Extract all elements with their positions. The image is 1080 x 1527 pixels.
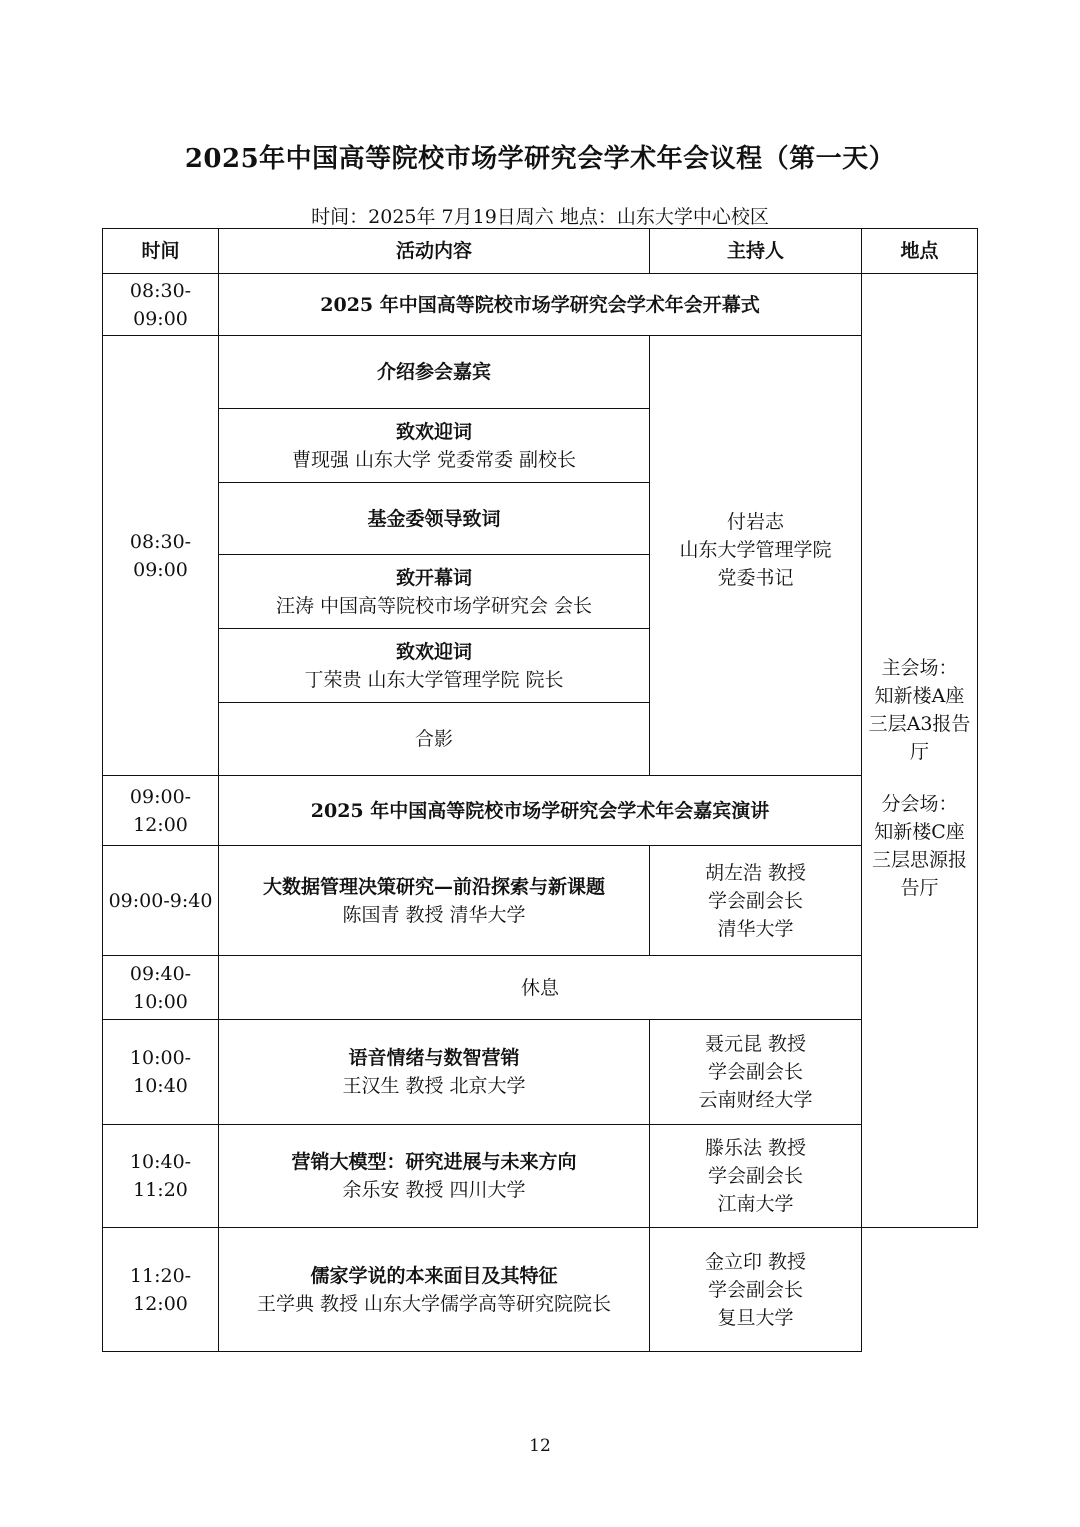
header-content: 活动内容	[219, 229, 650, 274]
host-cell	[650, 1228, 862, 1352]
venue-main-line: 三层A3报告	[868, 713, 971, 735]
host-line: 付岩志	[726, 510, 784, 533]
header-host: 主持人	[650, 229, 862, 274]
activity-cell	[219, 1125, 650, 1228]
table-row	[103, 274, 978, 336]
talk-title: 语音情绪与数智营销	[348, 1047, 520, 1069]
venue-branch-line: 三层思源报	[871, 849, 967, 871]
activity-title: 介绍参会嘉宾	[376, 361, 491, 383]
page-title: 2025年中国高等院校市场学研究会学术年会议程（第一天）	[184, 144, 896, 174]
time-cell: 10:00-10:40	[103, 1020, 219, 1125]
activity-cell	[219, 776, 862, 846]
activity-cell	[219, 703, 650, 776]
host-line: 学会副会长	[707, 889, 803, 912]
time-cell: 11:20-12:00	[103, 1228, 219, 1352]
activity-cell	[219, 336, 650, 409]
table-row	[103, 1228, 978, 1352]
venue-main-line: 知新楼A座	[874, 685, 965, 707]
activity-cell	[219, 555, 650, 629]
activity-cell	[219, 1228, 650, 1352]
host-line: 山东大学管理学院	[679, 538, 832, 561]
talk-title: 大数据管理决策研究—前沿探索与新课题	[262, 875, 605, 898]
time-cell: 09:00-12:00	[103, 776, 219, 846]
venue-branch-line: 知新楼C座	[874, 821, 965, 843]
break-label: 休息	[520, 976, 559, 999]
activity-detail: 曹现强 山东大学 党委常委 副校长	[291, 448, 577, 471]
activity-detail: 合影	[414, 728, 453, 750]
activity-cell	[219, 846, 650, 956]
table-row	[103, 846, 978, 956]
activity-detail: 丁荣贵 山东大学管理学院 院长	[304, 668, 564, 691]
time-cell: 08:30-09:00	[103, 336, 219, 776]
time-cell: 09:00-9:40	[103, 846, 219, 956]
host-line: 胡左浩 教授	[704, 861, 807, 884]
host-line: 江南大学	[717, 1193, 794, 1215]
host-line: 聂元昆 教授	[704, 1033, 807, 1055]
host-line: 学会副会长	[707, 1165, 803, 1187]
talk-title: 儒家学说的本来面目及其特征	[310, 1264, 558, 1287]
talk-speaker: 余乐安 教授 四川大学	[342, 1179, 526, 1201]
activity-cell	[219, 956, 862, 1020]
host-line: 党委书记	[717, 566, 794, 589]
host-line: 金立印 教授	[704, 1250, 807, 1273]
time-cell: 09:40-10:00	[103, 956, 219, 1020]
host-line: 云南财经大学	[698, 1089, 813, 1111]
host-cell	[650, 336, 862, 776]
talk-speaker: 王学典 教授 山东大学儒学高等研究院院长	[256, 1292, 612, 1315]
activity-cell	[219, 274, 862, 336]
table-header-row	[103, 229, 978, 274]
venue-main-line: 厅	[909, 741, 929, 763]
header-time: 时间	[103, 229, 219, 274]
venue-branch-label: 分会场：	[881, 793, 958, 815]
activity-title: 2025 年中国高等院校市场学研究会学术年会嘉宾演讲	[310, 799, 770, 822]
table-row	[103, 1020, 978, 1125]
activity-cell	[219, 483, 650, 555]
activity-title: 致欢迎词	[395, 420, 472, 443]
header-venue: 地点	[862, 229, 978, 274]
time-cell: 08:30-09:00	[103, 274, 219, 336]
agenda-meta: 时间：2025年 7月19日周六 地点：山东大学中心校区	[311, 206, 769, 228]
host-cell	[650, 1020, 862, 1125]
host-line: 复旦大学	[717, 1306, 794, 1329]
host-line: 滕乐法 教授	[704, 1137, 807, 1159]
table-row	[103, 776, 978, 846]
time-cell: 10:40-11:20	[103, 1125, 219, 1228]
venue-cell	[862, 274, 978, 1228]
talk-speaker: 王汉生 教授 北京大学	[342, 1075, 526, 1097]
activity-cell	[219, 409, 650, 483]
activity-title: 2025 年中国高等院校市场学研究会学术年会开幕式	[320, 293, 760, 316]
venue-branch-line: 告厅	[900, 877, 939, 899]
activity-cell	[219, 1020, 650, 1125]
table-row	[103, 1125, 978, 1228]
activity-title: 致开幕词	[395, 566, 472, 589]
host-line: 清华大学	[717, 917, 794, 940]
page-number: 12	[529, 1436, 551, 1456]
activity-title: 基金委领导致词	[367, 507, 501, 530]
host-line: 学会副会长	[707, 1278, 803, 1301]
host-cell	[650, 846, 862, 956]
talk-speaker: 陈国青 教授 清华大学	[342, 903, 526, 926]
venue-main-label: 主会场：	[881, 657, 958, 679]
table-row	[103, 336, 978, 409]
agenda-table	[102, 228, 978, 1352]
host-cell	[650, 1125, 862, 1228]
host-line: 学会副会长	[707, 1061, 803, 1083]
talk-title: 营销大模型：研究进展与未来方向	[291, 1151, 577, 1173]
table-row	[103, 956, 978, 1020]
activity-detail: 汪涛 中国高等院校市场学研究会 会长	[275, 594, 593, 617]
activity-cell	[219, 629, 650, 703]
activity-title: 致欢迎词	[395, 640, 472, 663]
